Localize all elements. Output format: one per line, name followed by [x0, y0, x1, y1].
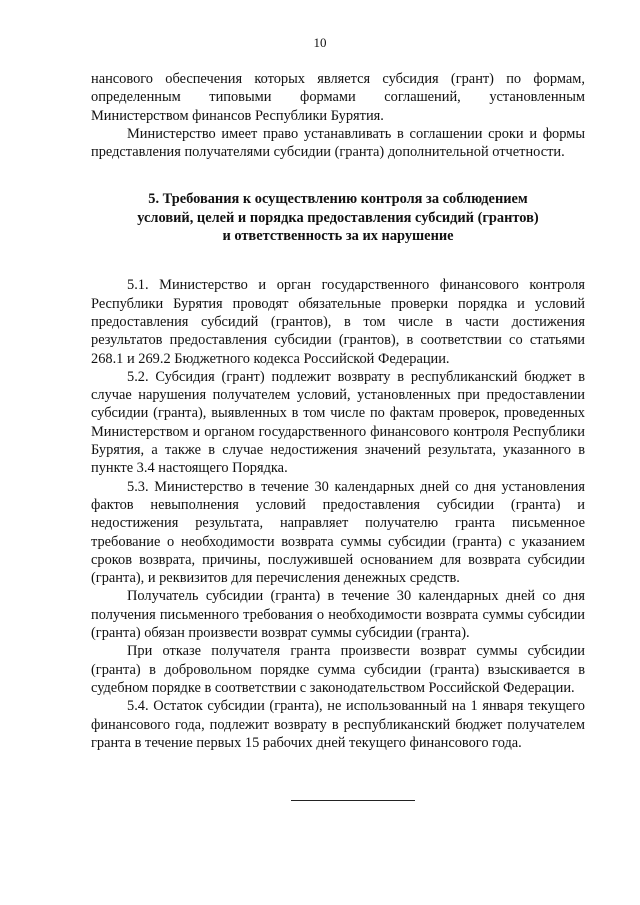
- paragraph: Получатель субсидии (гранта) в течение 30 календарных дней со дня получения письменного требования о необходимости возврата суммы субсидии (гранта) обязан произвести возврат суммы субсидии (гранта).: [91, 588, 585, 642]
- paragraph: При отказе получателя гранта произвести возврат суммы субсидии (гранта) в добровольном порядке сумма субсидии (гранта) взыскивается в судебном порядке в соответствии с законодательством Российской Федерации.: [91, 643, 585, 696]
- page-number: 10: [313, 35, 327, 50]
- paragraph: нансового обеспечения которых является субсидия (грант) по формам, определенным типовыми формами соглашений, установленным Министерством финансов Республики Бурятия.: [91, 71, 585, 124]
- document-body: [91, 70, 585, 752]
- section-heading: [91, 190, 585, 245]
- end-divider-line: [291, 800, 415, 801]
- paragraph: 5.3. Министерство в течение 30 календарных дней со дня установления фактов невыполнения условий предоставления субсидии (гранта) и недостижения результата, направляет получателю гранта письменное требование о необходимости возврата суммы субсидии (гранта) с указанием сроков возврата, причины, послужившей основанием для возврата субсидии (гранта), и реквизитов для перечисления денежных средств.: [91, 478, 585, 587]
- paragraph: 5.1. Министерство и орган государственного финансового контроля Республики Бурятия проводят обязательные проверки порядка и условий предоставления субсидий (грантов), в том числе в части достижения результатов предоставления субсидии (грантов), в соответствии со статьями 268.1 и 269.2 Бюджетного кодекса Российской Федерации.: [91, 277, 585, 367]
- section-heading-line: 5. Требования к осуществлению контроля за соблюдением: [148, 191, 528, 208]
- paragraph: Министерство имеет право устанавливать в соглашении сроки и формы представления получателями субсидии (гранта) дополнительной отчетности.: [91, 125, 585, 161]
- section-heading-line: условий, целей и порядка предоставления субсидий (грантов): [137, 209, 539, 226]
- paragraph: 5.2. Субсидия (грант) подлежит возврату в республиканский бюджет в случае нарушения получателем условий, установленных при предоставлении субсидии (гранта), выявленных в том числе по фактам проверок, проведенных Министерством и органом государственного финансового контроля Республики Бурятия, а также в случае недостижения значений результата, указанного в пункте 3.4 настоящего Порядка.: [91, 368, 585, 477]
- paragraph: 5.4. Остаток субсидии (гранта), не использованный на 1 января текущего финансового года, подлежит возврату в республиканский бюджет получателем гранта в течение первых 15 рабочих дней текущего финансового года.: [91, 698, 585, 751]
- section-heading-line: и ответственность за их нарушение: [222, 228, 454, 245]
